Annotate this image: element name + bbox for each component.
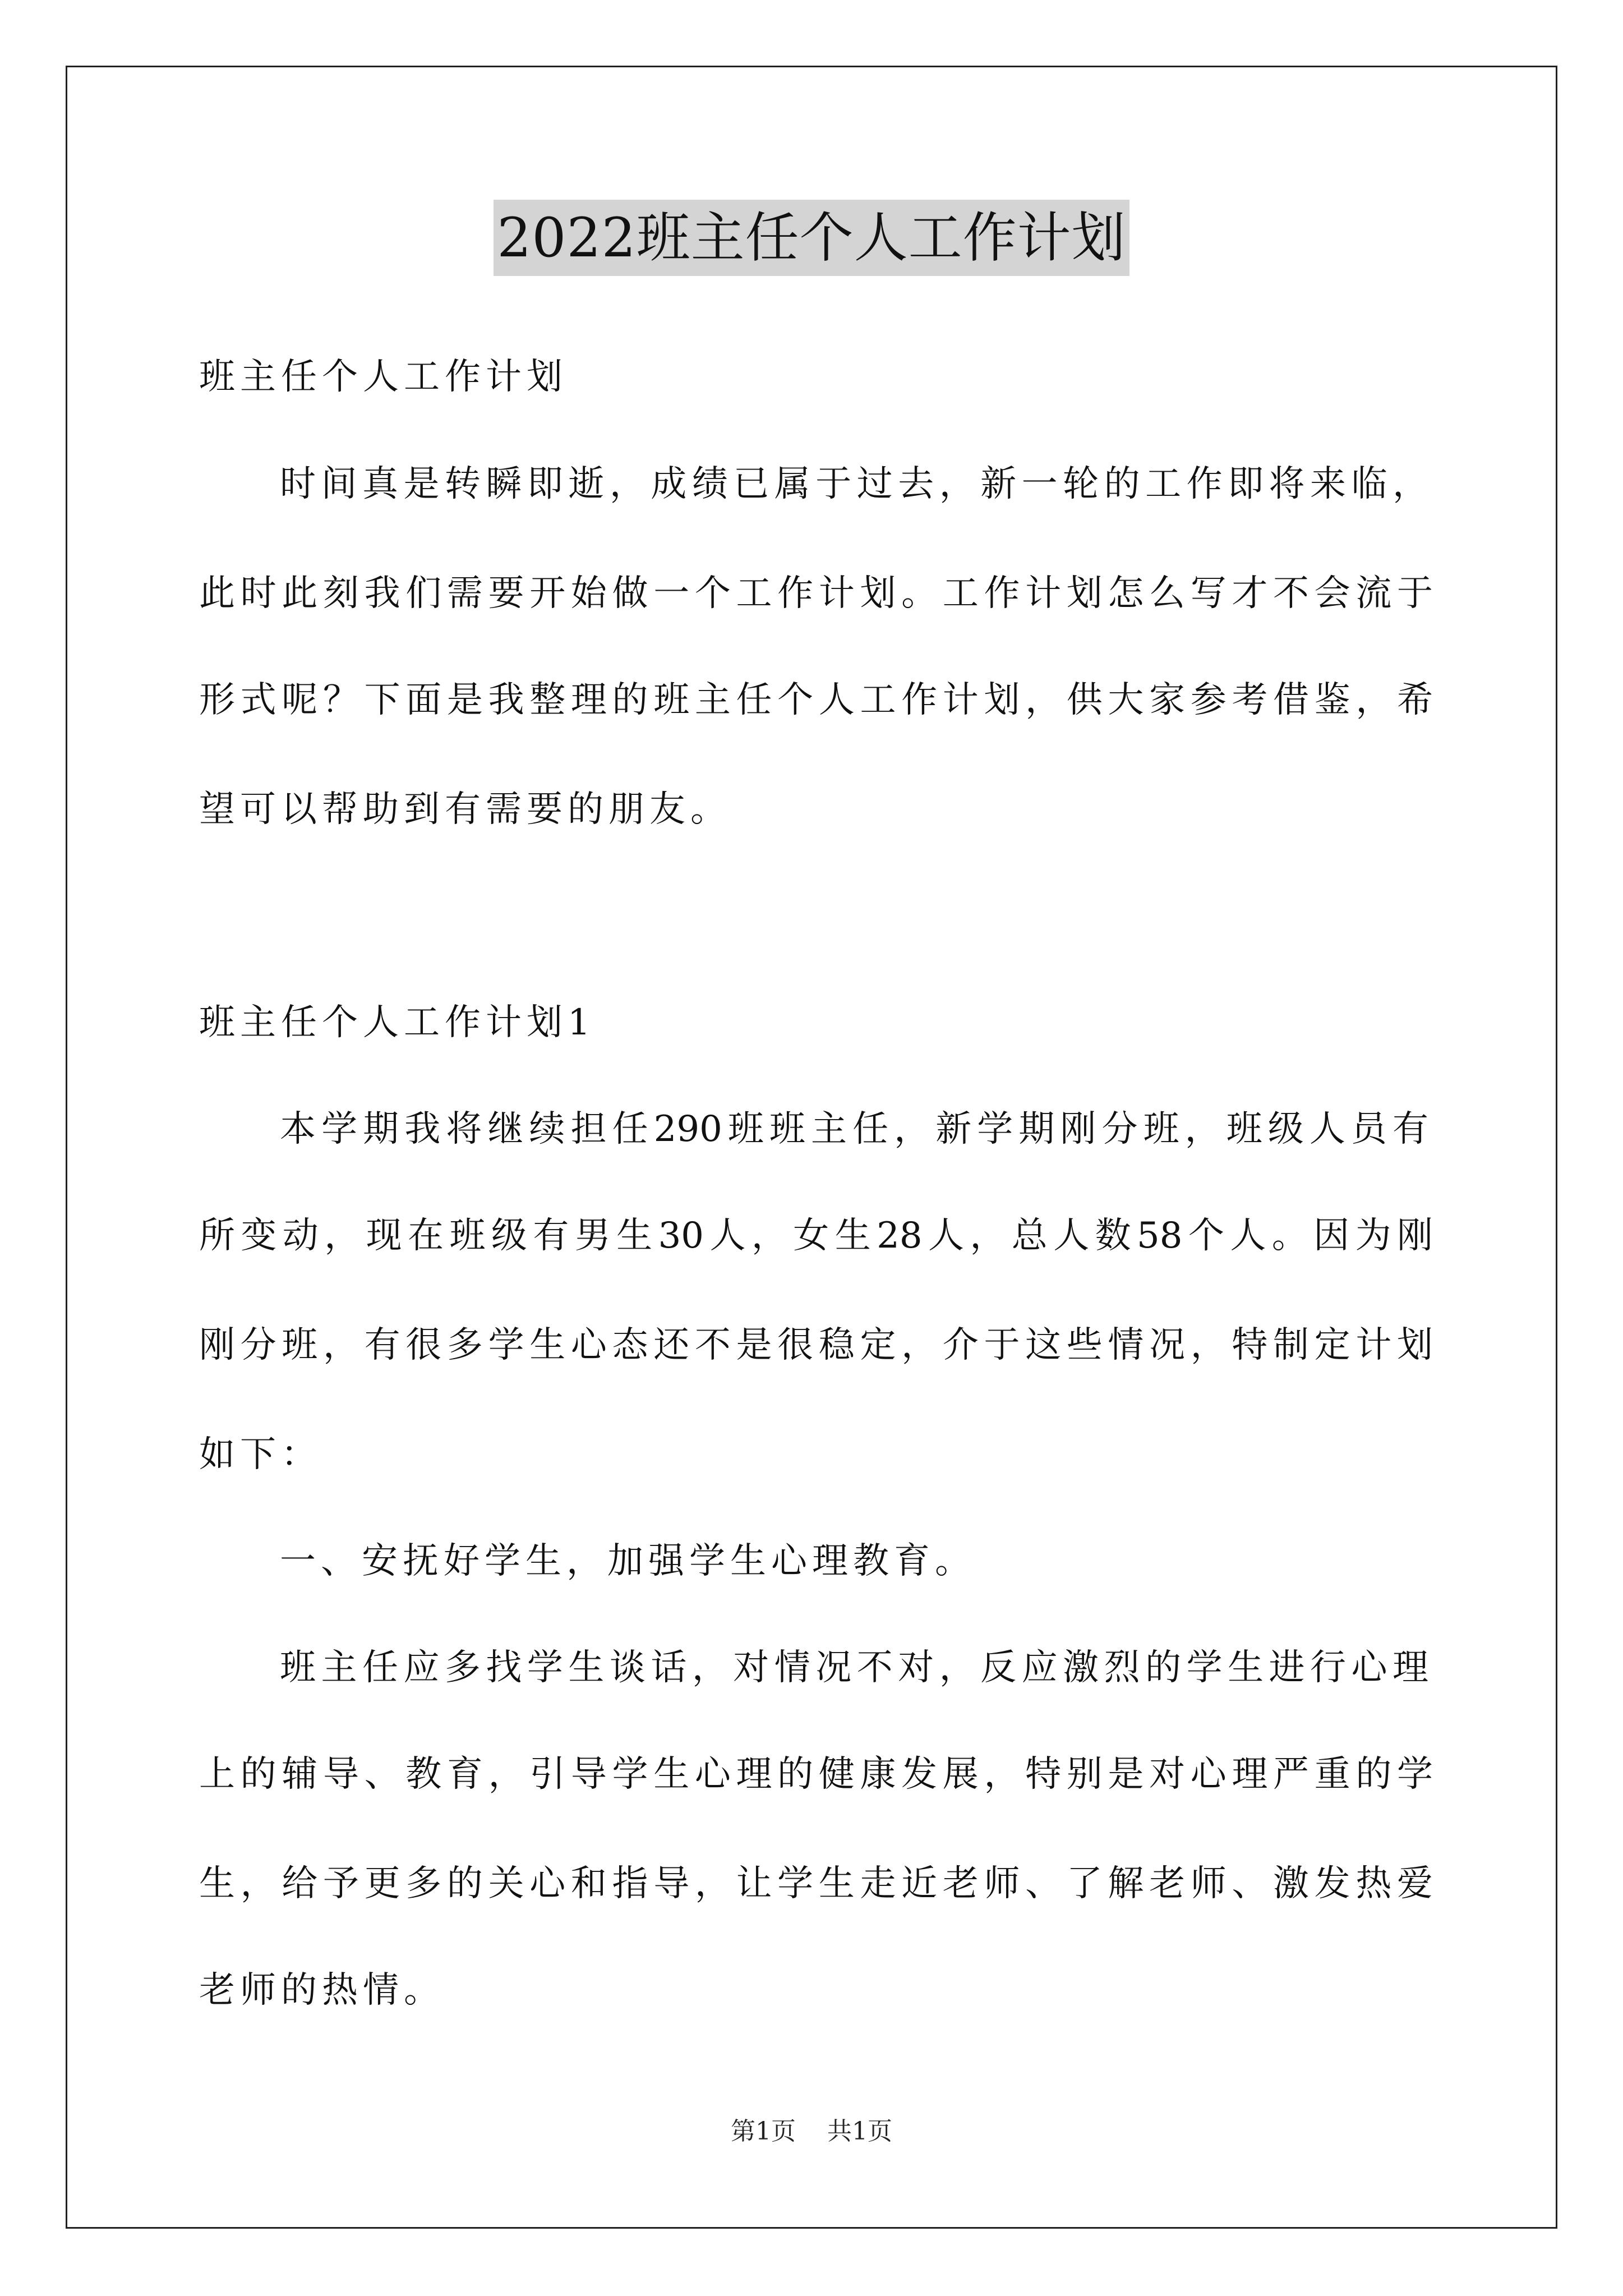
paragraph-line: 生，给予更多的关心和指导，让学生走近老师、了解老师、激发热爱 [199,1863,1433,1904]
paragraph-line: 班主任应多找学生谈话，对情况不对，反应激烈的学生进行心理 [280,1647,1428,1688]
page-number: 第1页 [731,2117,796,2146]
title-container [0,200,1623,276]
paragraph-line: 上的辅导、教育，引导学生心理的健康发展，特别是对心理严重的学 [199,1754,1433,1795]
page-total: 共1页 [827,2117,892,2146]
section-heading: 班主任个人工作计划1 [199,1002,596,1043]
paragraph-line: 所变动，现在班级有男生30人，女生28人，总人数58个人。因为刚 [199,1215,1433,1257]
paragraph-line: 此时此刻我们需要开始做一个工作计划。工作计划怎么写才不会流于 [199,573,1433,614]
page-footer [0,2115,1623,2148]
section-heading: 班主任个人工作计划 [199,356,568,398]
document-title: 2022班主任个人工作计划 [494,200,1129,276]
list-heading: 一、安抚好学生，加强学生心理教育。 [280,1540,976,1582]
paragraph-line: 老师的热情。 [199,1970,445,2011]
paragraph-line: 望可以帮助到有需要的朋友。 [199,789,731,830]
paragraph-line: 刚分班，有很多学生心态还不是很稳定，介于这些情况，特制定计划 [199,1324,1433,1366]
paragraph-line: 如下： [199,1434,322,1475]
paragraph-line: 本学期我将继续担任290班班主任，新学期刚分班，班级人员有 [280,1108,1428,1150]
paragraph-line: 形式呢？下面是我整理的班主任个人工作计划，供大家参考借鉴，希 [199,679,1433,721]
paragraph-line: 时间真是转瞬即逝，成绩已属于过去，新一轮的工作即将来临， [280,463,1428,505]
